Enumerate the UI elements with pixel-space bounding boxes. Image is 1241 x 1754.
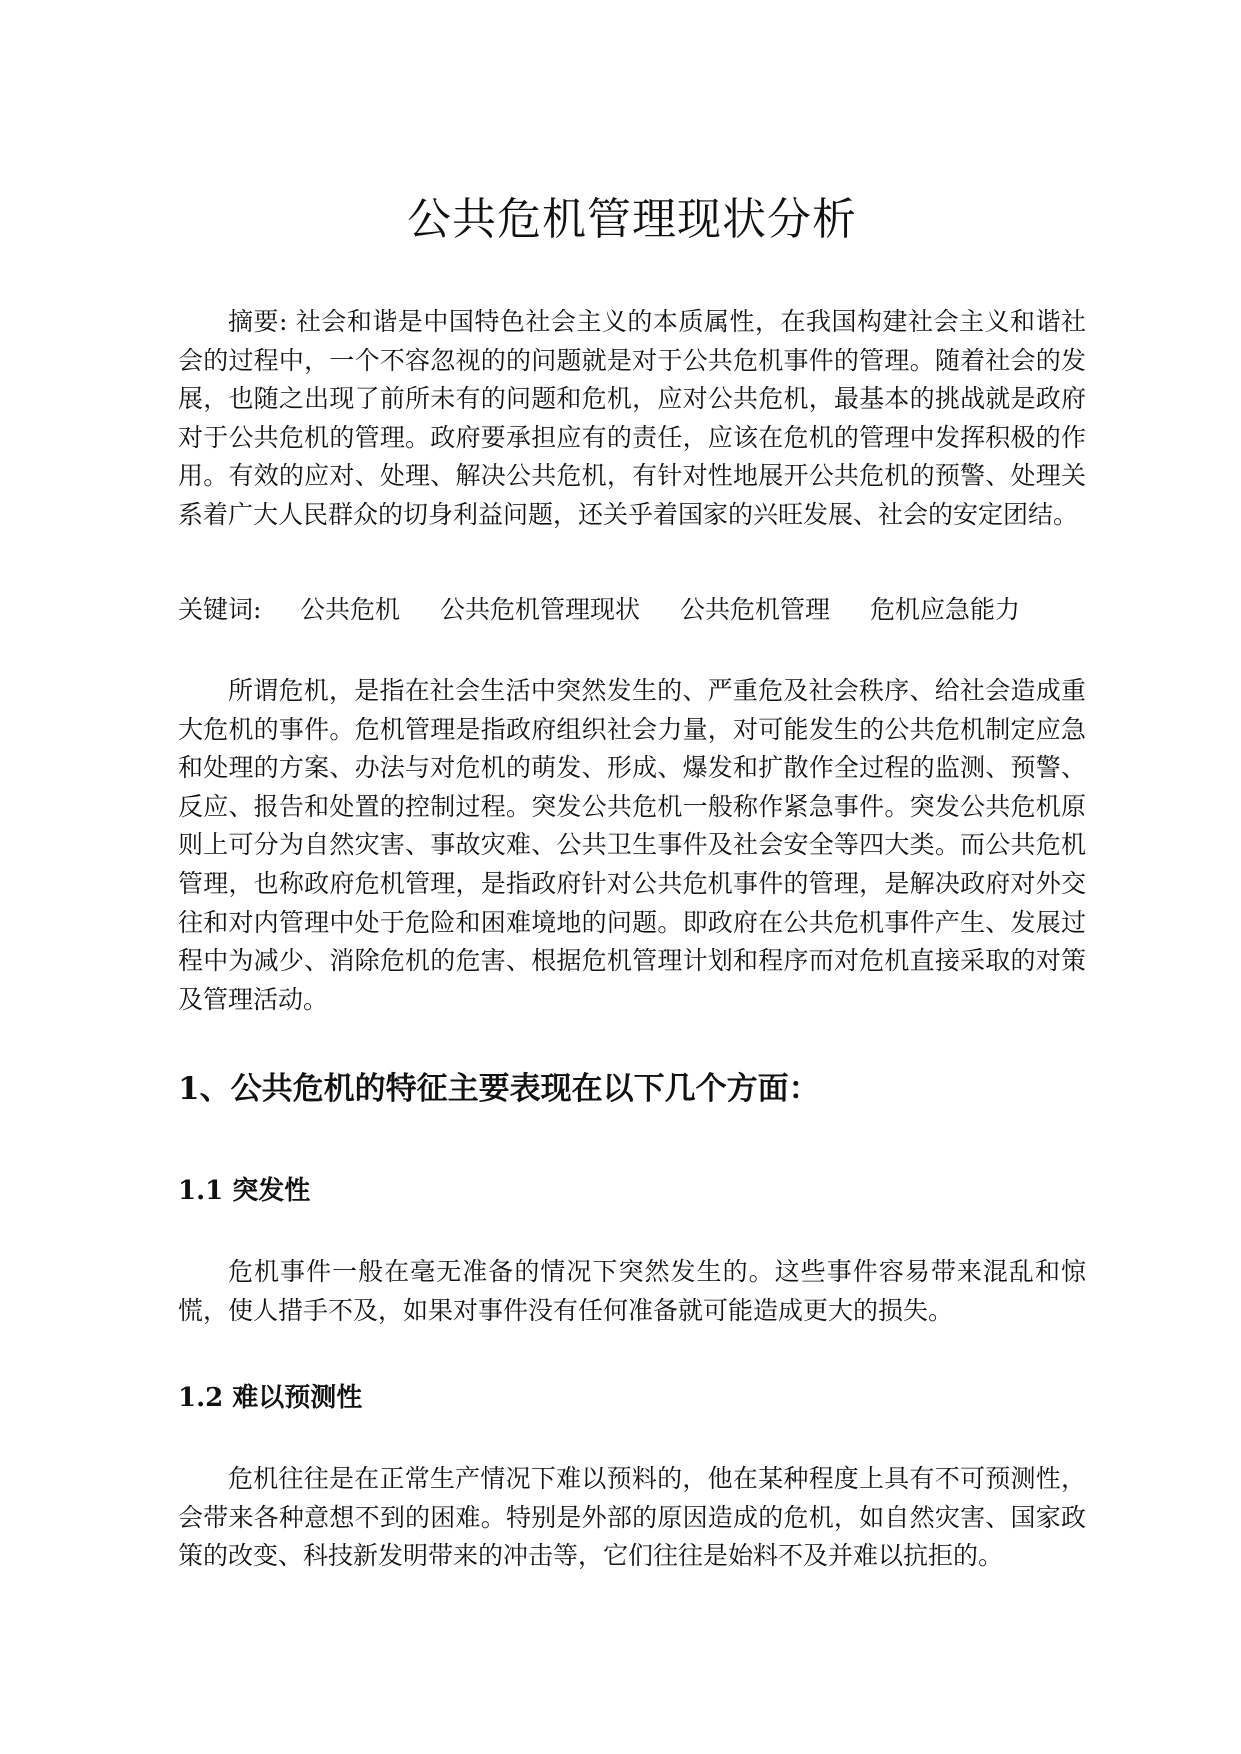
- subsection-heading: 1.1 突发性: [178, 1176, 311, 1206]
- section-heading: 1、公共危机的特征主要表现在以下几个方面：: [178, 1071, 820, 1107]
- keywords-line: [178, 591, 1086, 629]
- keyword: 公共危机管理: [680, 595, 831, 624]
- keyword: 危机应急能力: [870, 595, 1021, 624]
- document-title: 公共危机管理现状分析: [407, 194, 857, 245]
- subsection-paragraph: 危机往往是在正常生产情况下难以预料的，他在某种程度上具有不可预测性，会带来各种意想不到的困难。特别是外部的原因造成的危机，如自然灾害、国家政策的改变、科技新发明带来的冲击等，它们往往是始料不及并难以抗拒的。: [178, 1464, 1086, 1571]
- subsection-paragraph: 危机事件一般在毫无准备的情况下突然发生的。这些事件容易带来混乱和惊慌，使人措手不及，如果对事件没有任何准备就可能造成更大的损失。: [178, 1257, 1086, 1325]
- keyword: 公共危机管理现状: [440, 595, 641, 624]
- subsection-heading: 1.2 难以预测性: [178, 1383, 363, 1413]
- keyword: 公共危机: [300, 595, 401, 624]
- abstract-paragraph: 摘要: 社会和谐是中国特色社会主义的本质属性，在我国构建社会主义和谐社会的过程中，一个不容忽视的的问题就是对于公共危机事件的管理。随着社会的发展，也随之出现了前所未有的问题和危机，应对公共危机，最基本的挑战就是政府对于公共危机的管理。政府要承担应有的责任，应该在危机的管理中发挥积极的作用。有效的应对、处理、解决公共危机，有针对性地展开公共危机的预警、处理关系着广大人民群众的切身利益问题，还关乎着国家的兴旺发展、社会的安定团结。: [178, 307, 1086, 529]
- intro-paragraph: 所谓危机，是指在社会生活中突然发生的、严重危及社会秩序、给社会造成重大危机的事件。危机管理是指政府组织社会力量，对可能发生的公共危机制定应急和处理的方案、办法与对危机的萌发、形成、爆发和扩散作全过程的监测、预警、反应、报告和处置的控制过程。突发公共危机一般称作紧急事件。突发公共危机原则上可分为自然灾害、事故灾难、公共卫生事件及社会安全等四大类。而公共危机管理，也称政府危机管理，是指政府针对公共危机事件的管理，是解决政府对外交往和对内管理中处于危险和困难境地的问题。即政府在公共危机事件产生、发展过程中为减少、消除危机的危害、根据危机管理计划和程序而对危机直接采取的对策及管理活动。: [178, 676, 1086, 1014]
- keywords-label: 关键词:: [178, 595, 262, 624]
- document-page: [178, 0, 1086, 1754]
